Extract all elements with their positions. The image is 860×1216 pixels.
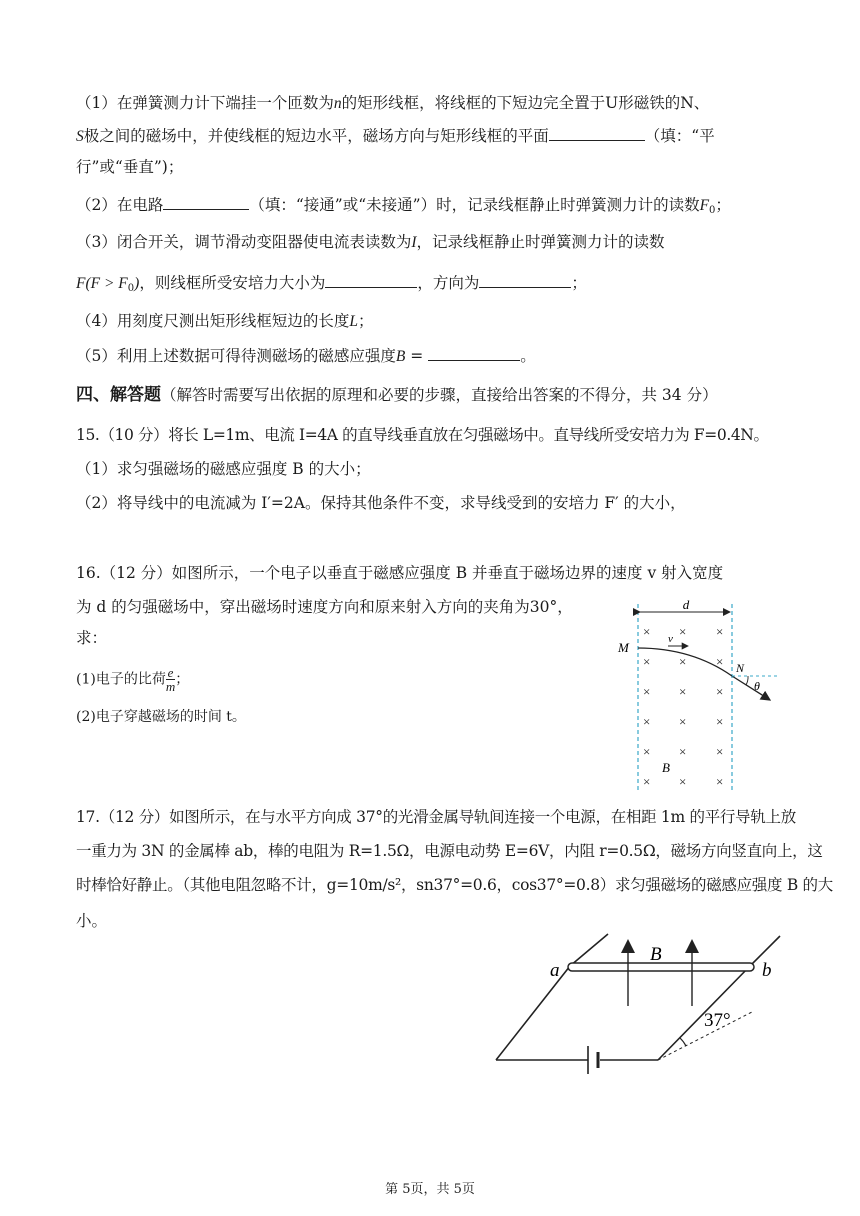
magnetic-field-figure	[612, 596, 784, 796]
expression: F(F > F	[76, 275, 128, 292]
symbol-s: S	[76, 128, 84, 145]
cross-mark: ×	[679, 744, 687, 759]
q17-line1: 17.（12 分）如图所示，在与水平方向成 37°的光滑金属导轨间连接一个电源，在相距 1m 的平行导轨上放	[76, 808, 796, 826]
q17-line2: 一重力为 3N 的金属棒 ab，棒的电阻为 R=1.5Ω，电源电动势 E=6V，内阻 r=0.5Ω，磁场方向竖直向上，这	[76, 842, 823, 860]
label-theta: θ	[754, 679, 760, 693]
text: 行”或“垂直”)；	[76, 158, 184, 176]
text: ，则线框所受安培力大小为	[139, 274, 326, 292]
text: （2）在电路	[76, 196, 164, 214]
answer-blank-3[interactable]	[325, 271, 417, 288]
rail-left-upper	[570, 934, 608, 966]
symbol-n: n	[333, 95, 342, 112]
inclined-rail-figure	[490, 926, 790, 1076]
cross-mark: ×	[716, 774, 724, 789]
answer-blank-4[interactable]	[479, 271, 571, 288]
text: （3）闭合开关，调节滑动变阻器使电流表读数为	[76, 233, 412, 251]
text: （5）利用上述数据可得待测磁场的磁感应强度	[76, 347, 396, 365]
section-note: （解答时需要写出依据的原理和必要的步骤，直接给出答案的不得分，共 34 分）	[161, 386, 718, 404]
q16-line1: 16.（12 分）如图所示，一个电子以垂直于磁感应强度 B 并垂直于磁场边界的速度 v 射入宽度	[76, 564, 724, 582]
label-b: b	[762, 960, 772, 981]
answer-blank-5[interactable]	[428, 344, 520, 361]
text: ；	[358, 312, 374, 330]
cross-mark: ×	[716, 684, 724, 699]
label-d: d	[682, 597, 690, 612]
text: ；	[571, 274, 587, 292]
cross-mark: ×	[716, 624, 724, 639]
text: （1）在弹簧测力计下端挂一个匝数为	[76, 94, 334, 112]
label-n: N	[736, 661, 745, 675]
cross-mark: ×	[643, 624, 651, 639]
q15-line3: （2）将导线中的电流减为 I′=2A。保持其他条件不变，求导线受到的安培力 F′ 的大小，	[76, 494, 686, 512]
cross-mark: ×	[679, 624, 687, 639]
q14-step2	[76, 193, 731, 222]
cross-mark: ×	[716, 744, 724, 759]
text: ，方向为	[417, 274, 480, 292]
text: ；	[715, 196, 731, 214]
answer-blank-2[interactable]	[163, 193, 249, 210]
q14-step1-line1	[76, 92, 709, 115]
q17-line3: 时棒恰好静止。（其他电阻忽略不计，g=10m/s²，sn37°=0.6，cos37°=0.8）求匀强磁场的磁感应强度 B 的大	[76, 876, 833, 894]
cross-mark: ×	[643, 654, 651, 669]
cross-mark: ×	[716, 714, 724, 729]
q15-line2: （1）求匀强磁场的磁感应强度 B 的大小；	[76, 460, 371, 478]
text: （4）用刻度尺测出矩形线框短边的长度	[76, 312, 350, 330]
subscript: 0	[709, 205, 716, 216]
text: （填：“平	[644, 127, 715, 145]
text: ，记录线框静止时弹簧测力计的读数	[416, 233, 665, 251]
cross-mark: ×	[643, 714, 651, 729]
symbol-f: F	[699, 197, 710, 214]
incline-angle-arc	[680, 1038, 686, 1046]
section-heading	[76, 384, 718, 406]
q14-step5	[76, 344, 536, 368]
cross-mark: ×	[643, 744, 651, 759]
label-b: B	[662, 760, 670, 775]
q14-step3-line1	[76, 231, 665, 254]
q14-step3-line2	[76, 271, 587, 300]
electron-trajectory	[638, 648, 770, 700]
text: 极之间的磁场中，并使线框的短边水平，磁场方向与矩形线框的平面	[83, 127, 549, 145]
text: （填：“接通”或“未接通”）时，记录线框静止时弹簧测力计的读数	[249, 196, 700, 214]
q17-line4: 小。	[76, 912, 108, 930]
q16-part1	[76, 666, 189, 693]
label-field-b: B	[650, 944, 662, 965]
cross-mark: ×	[679, 774, 687, 789]
text: =	[405, 347, 429, 365]
cross-mark: ×	[643, 684, 651, 699]
q16-line2: 为 d 的匀强磁场中，穿出磁场时速度方向和原来射入方向的夹角为30°，	[76, 598, 573, 616]
fraction-denominator: m	[165, 679, 176, 694]
symbol-l: L	[349, 313, 358, 330]
cross-mark: ×	[716, 654, 724, 669]
page-footer: 第 5页，共 5页	[385, 1182, 475, 1197]
cross-mark: ×	[679, 714, 687, 729]
cross-mark: ×	[679, 654, 687, 669]
cross-mark: ×	[679, 684, 687, 699]
label-v: v	[668, 633, 673, 645]
q14-step1-line3	[76, 156, 183, 178]
label-m: M	[618, 640, 629, 655]
expression: )	[134, 275, 140, 292]
q14-step1-line2	[76, 124, 715, 148]
angle-arc	[746, 676, 748, 685]
q15-line1: 15.（10 分）将长 L=1m、电流 I=4A 的直导线垂直放在匀强磁场中。直导线所受安培力为 F=0.4N。	[76, 426, 769, 444]
subscript: 0	[127, 283, 135, 294]
text: 的矩形线框，将线框的下短边完全置于U形磁铁的N、	[341, 94, 710, 112]
cross-mark: ×	[643, 774, 651, 789]
symbol-b: B	[395, 348, 406, 365]
section-title: 四、解答题	[76, 385, 161, 405]
answer-blank-1[interactable]	[549, 124, 645, 141]
text: ；	[175, 671, 190, 688]
q16-line3: 求：	[76, 629, 108, 647]
text: (1)电子的比荷	[76, 671, 166, 688]
q14-step4	[76, 310, 374, 333]
symbol-i: I	[411, 234, 417, 251]
fraction-e-over-m	[166, 666, 175, 693]
fraction-numerator: e	[167, 665, 174, 680]
q16-part2: (2)电子穿越磁场的时间 t。	[76, 709, 246, 725]
label-a: a	[550, 960, 560, 981]
text: 。	[520, 347, 536, 365]
label-angle: 37°	[704, 1010, 731, 1031]
